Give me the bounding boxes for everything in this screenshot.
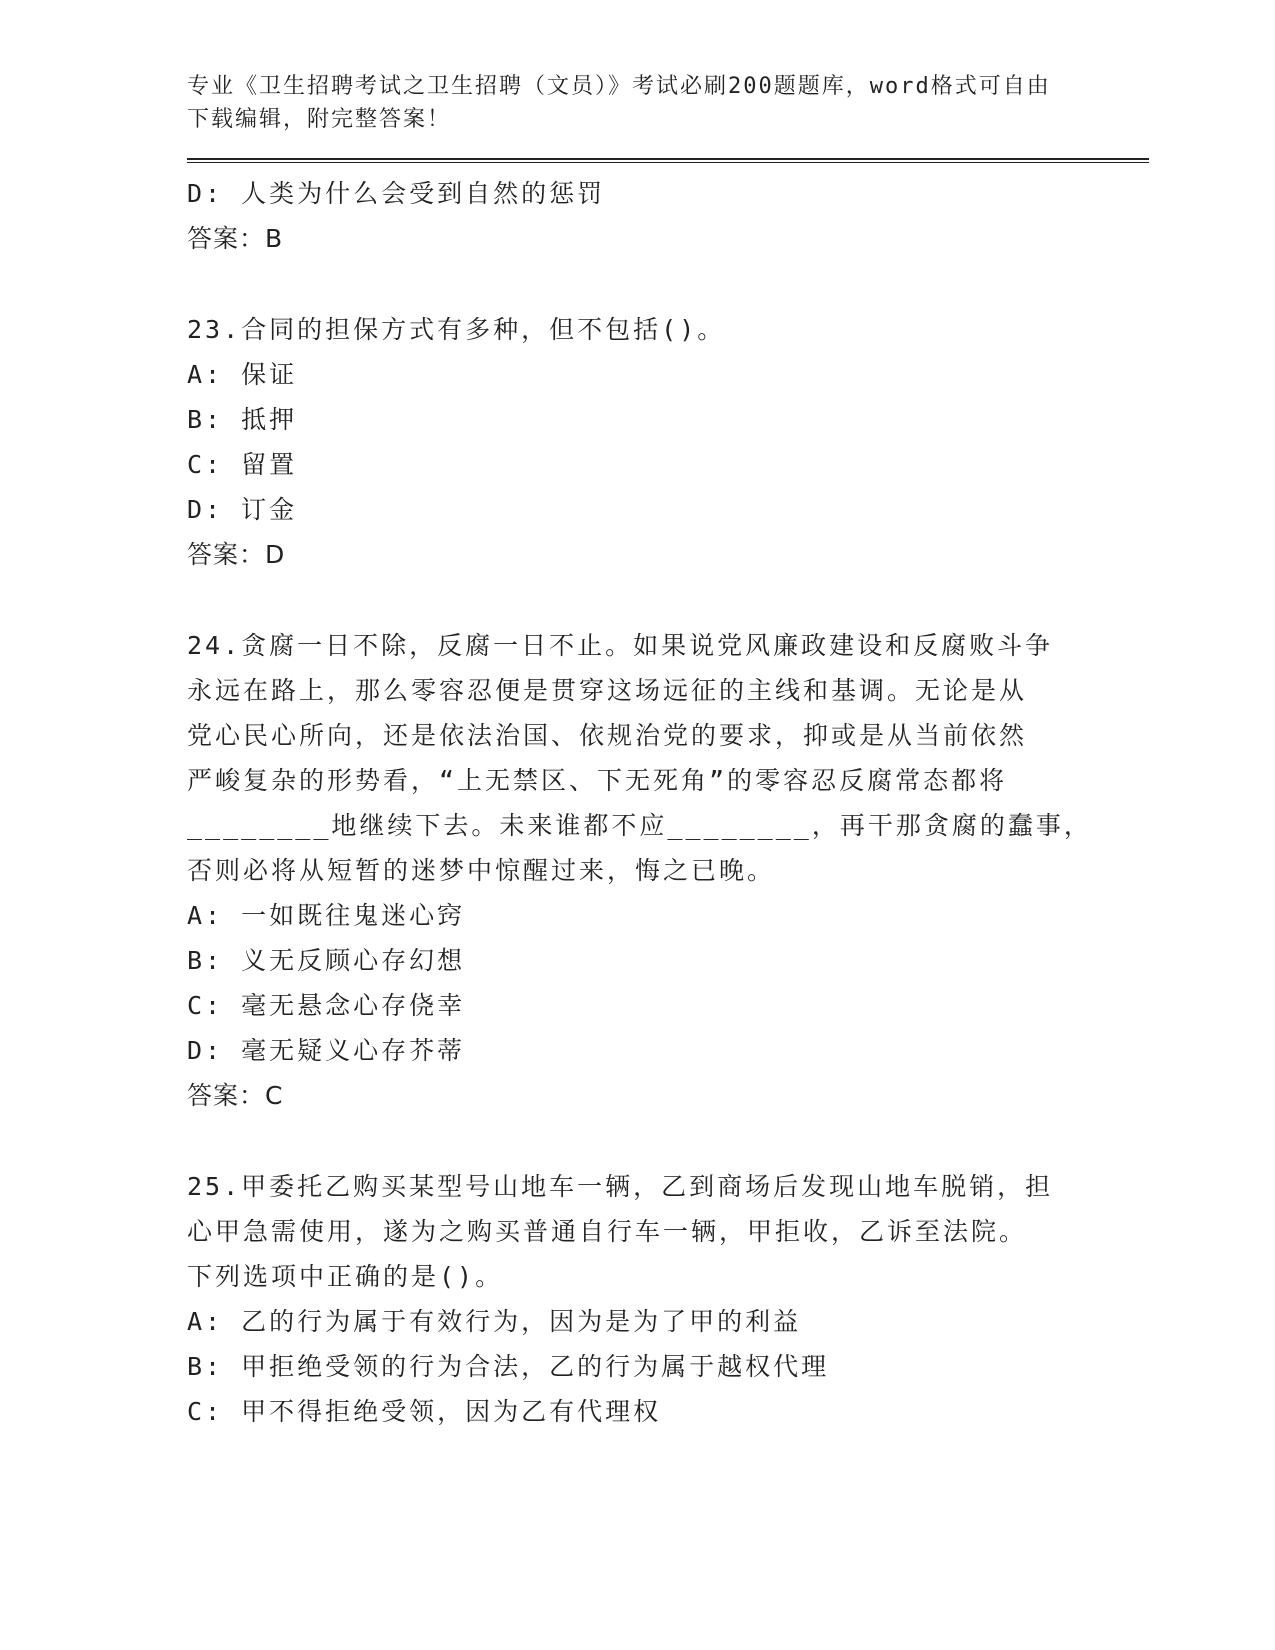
question-23-option-c: C: 留置	[187, 450, 298, 479]
question-24-stem-line: 严峻复杂的形势看，“上无禁区、下无死角”的零容忍反腐常态都将	[187, 766, 1008, 795]
question-24-stem-line: 党心民心所向，还是依法治国、依规治党的要求，抑或是从当前依然	[187, 721, 1028, 750]
document-header: 专业《卫生招聘考试之卫生招聘（文员）》考试必刷200题题库，word格式可自由下载编辑，附完整答案！	[187, 74, 1051, 132]
question-23-option-b: B: 抵押	[187, 405, 298, 434]
question-24-option-b: B: 义无反顾心存幻想	[187, 946, 466, 975]
question-content	[187, 171, 1147, 1434]
question-23-answer: 答案：D	[187, 540, 286, 569]
question-23-option-a: A: 保证	[187, 360, 298, 389]
question-24-stem-line: 否则必将从短暂的迷梦中惊醒过来，悔之已晚。	[187, 856, 776, 885]
question-24-option-a: A: 一如既往鬼迷心窍	[187, 901, 466, 930]
prev-question-answer: 答案：B	[187, 224, 284, 253]
header-divider	[187, 158, 1149, 163]
question-24-stem-line: 永远在路上，那么零容忍便是贯穿这场远征的主线和基调。无论是从	[187, 676, 1028, 705]
prev-question-option-d: D: 人类为什么会受到自然的惩罚	[187, 179, 606, 208]
question-23-option-d: D: 订金	[187, 495, 298, 524]
question-24-option-d: D: 毫无疑义心存芥蒂	[187, 1036, 466, 1065]
question-24-option-c: C: 毫无悬念心存侥幸	[187, 991, 466, 1020]
question-25-stem-line: 心甲急需使用，遂为之购买普通自行车一辆，甲拒收，乙诉至法院。	[187, 1217, 1028, 1246]
question-25-option-c: C: 甲不得拒绝受领，因为乙有代理权	[187, 1397, 662, 1426]
document-page	[187, 70, 1147, 1434]
question-25-stem-line: 下列选项中正确的是()。	[187, 1262, 504, 1291]
question-25-option-b: B: 甲拒绝受领的行为合法，乙的行为属于越权代理	[187, 1352, 830, 1381]
question-25-stem-line: 25.甲委托乙购买某型号山地车一辆，乙到商场后发现山地车脱销，担	[187, 1172, 1054, 1201]
question-24-answer: 答案：C	[187, 1081, 284, 1110]
question-25-option-a: A: 乙的行为属于有效行为，因为是为了甲的利益	[187, 1307, 802, 1336]
question-24-stem-line: ________地继续下去。未来谁都不应________，再干那贪腐的蠢事，	[187, 811, 1092, 840]
question-23-stem: 23.合同的担保方式有多种，但不包括()。	[187, 315, 726, 344]
question-24-stem-line: 24.贪腐一日不除，反腐一日不止。如果说党风廉政建设和反腐败斗争	[187, 631, 1054, 660]
